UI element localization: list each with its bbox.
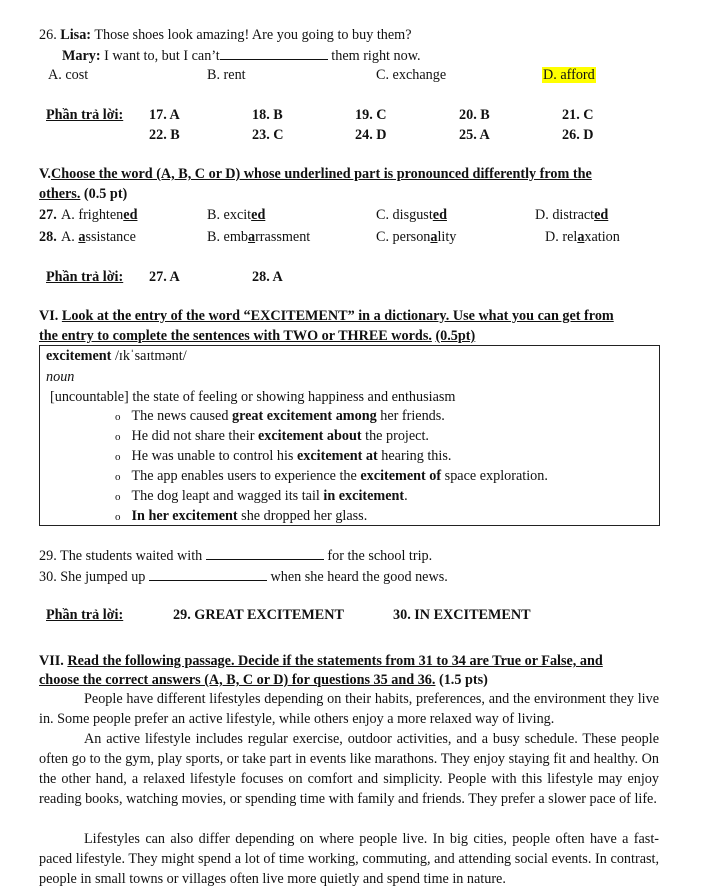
collocation: In her excitement: [131, 508, 238, 524]
section-title: the entry to complete the sentences with TWO or THREE words.: [39, 328, 432, 344]
q28-option-d: [545, 227, 620, 247]
option-c: C. exchange: [376, 67, 447, 83]
option-text: C. person: [376, 229, 431, 245]
highlighted-answer: D. afford: [543, 67, 595, 83]
underlined-part: a: [247, 229, 256, 245]
speaker-name: Lisa:: [60, 27, 92, 43]
underlined-part: a: [430, 229, 438, 245]
section-title: Choose the word (A, B, C or D) whose underlined part is pronounced differently from the: [50, 166, 592, 182]
option-text: A.: [61, 229, 79, 245]
collocation: in excitement: [323, 488, 405, 504]
section-title: Read the following passage. Decide if the statements from 31 to 34 are True or False, and: [67, 653, 603, 669]
option-text: A. frighten: [61, 207, 124, 223]
example-text: The dog leapt and wagged its tail: [131, 488, 324, 504]
q27-number: [39, 205, 57, 225]
answer-blank: [149, 567, 267, 581]
section-vii-title: [39, 651, 603, 671]
option-text: D. distract: [535, 207, 595, 223]
example-text: The app enables users to experience the: [131, 468, 361, 484]
underlined-part: ed: [594, 207, 609, 223]
option-text: lity: [437, 229, 457, 245]
option-text: B. excit: [207, 207, 252, 223]
q28-option-b: [207, 227, 310, 247]
question-number: 28.: [39, 229, 57, 245]
example-4: [115, 466, 548, 487]
answer-item: 18. B: [252, 107, 283, 123]
example-text: she dropped her glass.: [237, 508, 368, 524]
collocation: great excitement among: [231, 408, 377, 424]
underlined-part: ed: [432, 207, 447, 223]
collocation: excitement about: [257, 428, 362, 444]
option-a: A. cost: [48, 67, 89, 83]
passage-paragraph-3: [39, 829, 659, 889]
answer-item: 19. C: [355, 107, 387, 123]
dialogue-text: Those shoes look amazing! Are you going to buy them?: [94, 27, 412, 43]
paragraph-text: Lifestyles can also differ depending on where people live. In big cities, people often have a fast-paced lifestyle. They might spend a lot of time working, commuting, and attending social events. In contrast, people in small towns or villages often live more quietly and spend time in nature.: [39, 831, 659, 887]
answer-item: 30. IN EXCITEMENT: [393, 607, 531, 623]
option-text: D. rel: [545, 229, 578, 245]
answer-item: 28. A: [252, 269, 283, 285]
section-vii-title-2: [39, 670, 488, 690]
dictionary-headword: [46, 346, 187, 366]
dialogue-text: I want to, but I can’t: [104, 48, 220, 64]
answer-item: 27. A: [149, 269, 180, 285]
q29: [39, 546, 432, 566]
example-text: .: [404, 488, 408, 504]
option-text: xation: [584, 229, 620, 245]
option-text: rrassment: [255, 229, 311, 245]
example-6: [115, 506, 367, 527]
answer-label-text: Phần trả lời:: [46, 607, 124, 623]
paragraph-text: People have different lifestyles depending on their habits, preferences, and the environment they live in. Some people prefer an active lifestyle, while others enjoy a more relaxed way of living.: [39, 691, 659, 727]
section-title: Look at the entry of the word “EXCITEMENT” in a dictionary. Use what you can get from: [61, 308, 614, 324]
section-title: choose the correct answers (A, B, C or D) for questions 35 and 36.: [39, 672, 436, 688]
definition: [uncountable] the state of feeling or showing happiness and enthusiasm: [50, 389, 456, 405]
section-v-title: [39, 164, 592, 184]
q26-line1: [39, 25, 412, 45]
section-vi-title-2: [39, 326, 475, 346]
example-3: [115, 446, 451, 467]
answer-item: 21. C: [562, 107, 594, 123]
answer-label-text: Phần trả lời:: [46, 269, 124, 285]
answer-label: [46, 105, 123, 125]
underlined-part: ed: [123, 207, 138, 223]
q27-option-b: [207, 205, 265, 225]
example-text: the project.: [361, 428, 429, 444]
section-number: V.: [39, 166, 51, 182]
question-text: for the school trip.: [327, 548, 433, 564]
paragraph-text: An active lifestyle includes regular exercise, outdoor activities, and a busy schedule. These people often go to the gym, play sports, or take part in events like marathons. They enjoy staying fit and healthy. On the other hand, a relaxed lifestyle focuses on comfort and simplicity. People with this lifestyle may enjoy reading books, watching movies, or spending time with family and friends. They prefer a slower pace of life.: [39, 731, 659, 807]
q30: [39, 567, 448, 587]
section-points: (0.5 pt): [83, 186, 128, 202]
passage-paragraph-1: [39, 689, 659, 729]
example-text: He was unable to control his: [131, 448, 297, 464]
example-text: The news caused: [131, 408, 232, 424]
answer-label: [46, 605, 123, 625]
question-text: 30. She jumped up: [39, 569, 146, 585]
phonetic: /ɪkˈsaɪtmənt/: [114, 348, 187, 364]
bullet-icon: o: [115, 411, 121, 423]
section-number: VII.: [39, 653, 64, 669]
bullet-icon: o: [115, 431, 121, 443]
example-1: [115, 406, 445, 427]
option-b: B. rent: [207, 67, 246, 83]
section-points: (0.5pt): [435, 328, 476, 344]
collocation: excitement of: [360, 468, 442, 484]
section-v-title-2: [39, 184, 127, 204]
underlined-part: a: [78, 229, 86, 245]
q28-number: [39, 227, 57, 247]
section-points: (1.5 pts): [438, 672, 488, 688]
question-text: 29. The students waited with: [39, 548, 203, 564]
answer-item: 23. C: [252, 127, 284, 143]
option-text: ssistance: [85, 229, 136, 245]
headword: excitement: [46, 348, 112, 364]
answer-blank: [220, 46, 328, 60]
underlined-part: ed: [251, 207, 266, 223]
q27-option-c: [376, 205, 447, 225]
answer-item: 17. A: [149, 107, 180, 123]
dialogue-text: them right now.: [331, 48, 421, 64]
option-text: B. emb: [207, 229, 248, 245]
question-number: 26.: [39, 27, 57, 43]
option-d: [542, 65, 596, 85]
example-text: her friends.: [376, 408, 445, 424]
answer-item: 22. B: [149, 127, 180, 143]
answer-item: 26. D: [562, 127, 594, 143]
question-text: when she heard the good news.: [270, 569, 448, 585]
example-2: [115, 426, 429, 447]
section-title: others.: [39, 186, 81, 202]
speaker-name: Mary:: [62, 48, 101, 64]
section-vi-title: [39, 306, 614, 326]
underlined-part: a: [577, 229, 585, 245]
q27-option-a: [61, 205, 137, 225]
bullet-icon: o: [115, 471, 121, 483]
example-text: He did not share their: [131, 428, 258, 444]
section-number: VI.: [39, 308, 59, 324]
q28-option-a: [61, 227, 136, 247]
q27-option-d: [535, 205, 608, 225]
example-text: hearing this.: [377, 448, 452, 464]
answer-item: 29. GREAT EXCITEMENT: [173, 607, 344, 623]
q26-line2: [62, 46, 421, 66]
bullet-icon: o: [115, 451, 121, 463]
bullet-icon: o: [115, 511, 121, 523]
collocation: excitement at: [296, 448, 378, 464]
answer-item: 25. A: [459, 127, 490, 143]
answer-blank: [206, 546, 324, 560]
bullet-icon: o: [115, 491, 121, 503]
example-text: space exploration.: [441, 468, 548, 484]
answer-label-text: Phần trả lời:: [46, 107, 124, 123]
q28-option-c: [376, 227, 456, 247]
answer-item: 24. D: [355, 127, 387, 143]
option-text: C. disgust: [376, 207, 433, 223]
answer-label: [46, 267, 123, 287]
question-number: 27.: [39, 207, 57, 223]
answer-item: 20. B: [459, 107, 490, 123]
part-of-speech: noun: [46, 369, 75, 385]
passage-paragraph-2: [39, 729, 659, 809]
example-5: [115, 486, 408, 507]
